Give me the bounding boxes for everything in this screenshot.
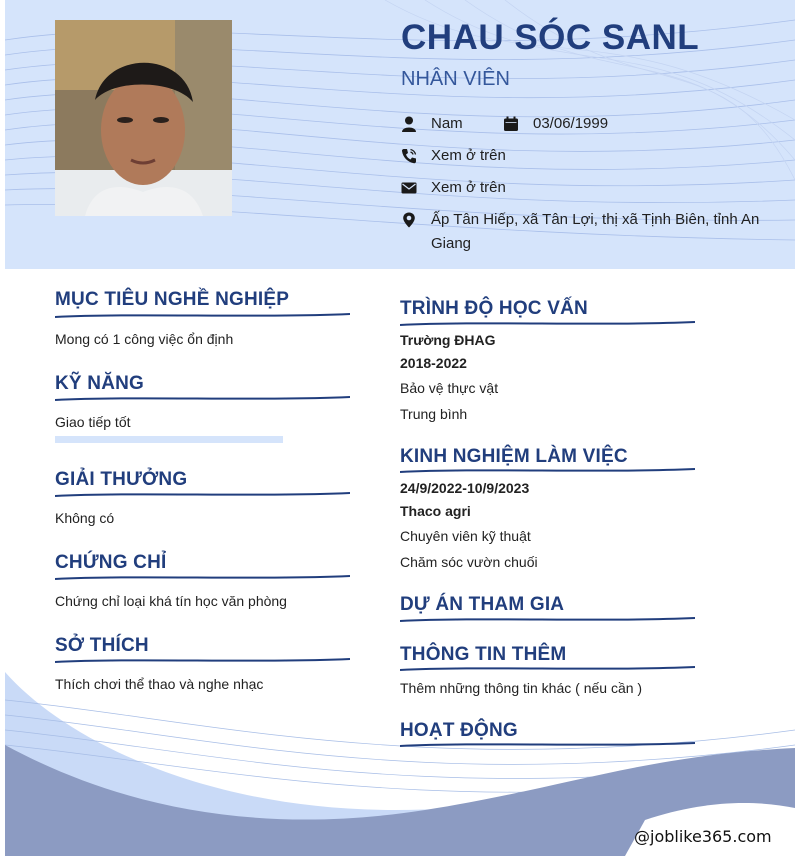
awards-underline	[55, 491, 350, 499]
experience-position: Chuyên viên kỹ thuật	[400, 528, 531, 544]
email-value: Xem ở trên	[431, 179, 506, 196]
projects-underline	[400, 616, 695, 624]
hobbies-title: SỞ THÍCH	[55, 635, 149, 656]
extra-info-underline	[400, 665, 695, 673]
phone-value: Xem ở trên	[431, 147, 506, 164]
activities-title: HOẠT ĐỘNG	[400, 720, 518, 741]
gender-row	[401, 115, 463, 136]
skills-underline	[55, 395, 350, 403]
gender-value: Nam	[431, 115, 463, 132]
phone-icon	[401, 148, 417, 164]
awards-title: GIẢI THƯỞNG	[55, 469, 188, 490]
education-title: TRÌNH ĐỘ HỌC VẤN	[400, 298, 588, 319]
awards-text: Không có	[55, 510, 115, 526]
skill-name: Giao tiếp tốt	[55, 414, 131, 430]
experience-period: 24/9/2022-10/9/2023	[400, 480, 530, 496]
extra-info-title: THÔNG TIN THÊM	[400, 644, 567, 665]
education-grade: Trung bình	[400, 406, 468, 422]
experience-company: Thaco agri	[400, 503, 471, 519]
education-underline	[400, 320, 695, 328]
job-title: NHÂN VIÊN	[401, 68, 510, 90]
activities-underline	[400, 741, 695, 749]
email-row	[401, 179, 506, 200]
projects-title: DỰ ÁN THAM GIA	[400, 594, 565, 615]
experience-description: Chăm sóc vườn chuối	[400, 554, 538, 570]
map-pin-icon	[401, 212, 417, 228]
hobbies-underline	[55, 657, 350, 665]
watermark: @joblike365.com	[634, 827, 772, 846]
experience-title: KINH NGHIỆM LÀM VIỆC	[400, 446, 628, 467]
header	[5, 0, 795, 269]
hobbies-text: Thích chơi thể thao và nghe nhạc	[55, 676, 264, 692]
skill-level-bar	[55, 436, 283, 443]
address-value: Ấp Tân Hiếp, xã Tân Lợi, thị xã Tịnh Biên, tỉnh An Giang	[431, 211, 760, 252]
education-major: Bảo vệ thực vật	[400, 380, 499, 396]
cv-page	[5, 0, 795, 856]
birthdate-value: 03/06/1999	[533, 115, 609, 132]
certificates-text: Chứng chỉ loại khá tín học văn phòng	[55, 593, 287, 609]
experience-underline	[400, 467, 695, 475]
extra-info-text: Thêm những thông tin khác ( nếu cần )	[400, 680, 643, 696]
phone-row	[401, 147, 506, 168]
calendar-icon	[503, 116, 519, 132]
objective-underline	[55, 312, 350, 320]
birthdate-row	[503, 115, 608, 136]
objective-text: Mong có 1 công việc ổn định	[55, 331, 234, 347]
profile-photo	[55, 20, 232, 216]
user-icon	[401, 116, 417, 132]
certificates-underline	[55, 574, 350, 582]
education-period: 2018-2022	[400, 355, 467, 371]
certificates-title: CHỨNG CHỈ	[55, 552, 167, 573]
education-school: Trường ĐHAG	[400, 332, 496, 348]
skills-title: KỸ NĂNG	[55, 373, 145, 394]
address-row	[401, 211, 761, 256]
objective-title: MỤC TIÊU NGHỀ NGHIỆP	[55, 289, 290, 310]
envelope-icon	[401, 180, 417, 196]
candidate-name: CHAU SÓC SANL	[401, 18, 700, 57]
